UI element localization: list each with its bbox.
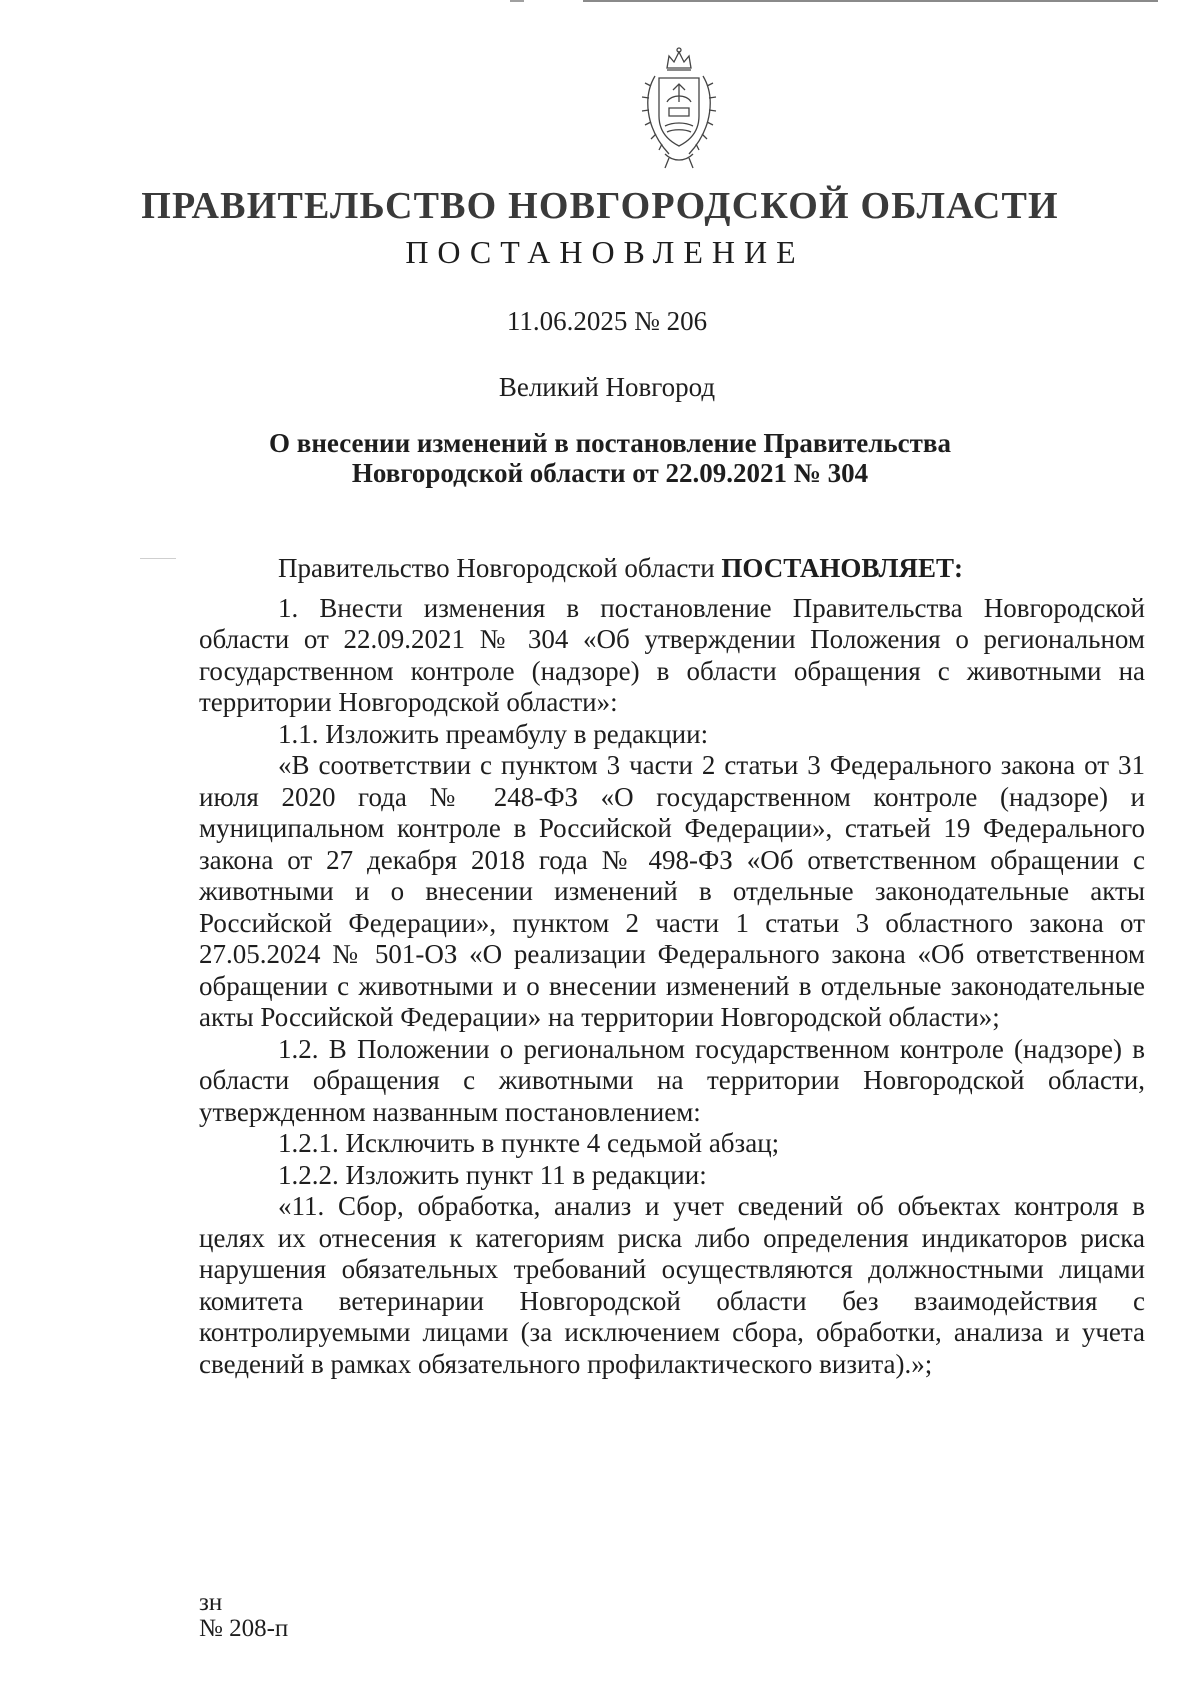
- document-subject: [0, 428, 1200, 488]
- paragraph: 1.2.1. Исключить в пункте 4 седьмой абзац;: [278, 1128, 780, 1158]
- document-body: [199, 553, 1145, 1380]
- document-date-number: 11.06.2025 № 206: [506, 306, 708, 336]
- resolution-intro: [199, 553, 1145, 585]
- paragraph: «В соответствии с пунктом 3 части 2 статьи 3 Федерального закона от 31 июля 2020 года № 248-ФЗ «О государственном контроле (надзоре) и муниципальном контроле в Российской Федерации», статьей 19 Федерального закона от 27 декабря 2018 года № 498-ФЗ «Об ответственном обращении с животными и о внесении изменений в отдельные законодательные акты Российской Федерации», пунктом 2 части 1 статьи 3 областного закона от 27.05.2024 № 501-ОЗ «О реализации Федерального закона «Об ответственном обращении с животными и о внесении изменений в отдельные законодательные акты Российской Федерации» на территории Новгородской области»;: [199, 750, 1145, 1032]
- intro-text: Правительство Новгородской области: [278, 553, 722, 583]
- footer-initials: зн: [199, 1589, 223, 1616]
- scan-artifact: [140, 558, 176, 559]
- paragraph: 1.1. Изложить преамбулу в редакции:: [278, 718, 709, 749]
- document-type: ПОСТАНОВЛЕНИЕ: [405, 234, 805, 270]
- paragraph: «11. Сбор, обработка, анализ и учет сведений об объектах контроля в целях их отнесения к категориям риска либо определения индикаторов риска нарушения обязательных требований осуществляются должностными лицами комитета ветеринарии Новгородской области без взаимодействия с контролируемыми лицами (за исключением сбора, обработки, анализа и учета сведений в рамках обязательного профилактического визита).»;: [199, 1191, 1145, 1379]
- paragraph: 1. Внести изменения в постановление Правительства Новгородской области от 22.09.2021 № 304 «Об утверждении Положения о региональном государственном контроле (надзоре) в области обращения с животными на территории Новгородской области»:: [199, 592, 1145, 717]
- subject-line: Новгородской области от 22.09.2021 № 304: [351, 458, 869, 488]
- issuing-authority: ПРАВИТЕЛЬСТВО НОВГОРОДСКОЙ ОБЛАСТИ: [141, 185, 1059, 227]
- scan-edge-mark: [510, 0, 524, 2]
- footer-reg-number: № 208-п: [199, 1615, 289, 1642]
- document-city: Великий Новгород: [498, 372, 716, 402]
- subject-line: О внесении изменений в постановление Правительства: [269, 428, 951, 458]
- coat-of-arms-emblem: [629, 46, 729, 170]
- paragraph: 1.2. В Положении о региональном государственном контроле (надзоре) в области обращения с животными на территории Новгородской области, утвержденном названным постановлением:: [199, 1033, 1145, 1127]
- paragraph: 1.2.2. Изложить пункт 11 в редакции:: [278, 1159, 707, 1190]
- scan-top-border: [583, 0, 1158, 2]
- document-footer: [199, 1590, 288, 1642]
- intro-resolves: ПОСТАНОВЛЯЕТ:: [721, 553, 963, 583]
